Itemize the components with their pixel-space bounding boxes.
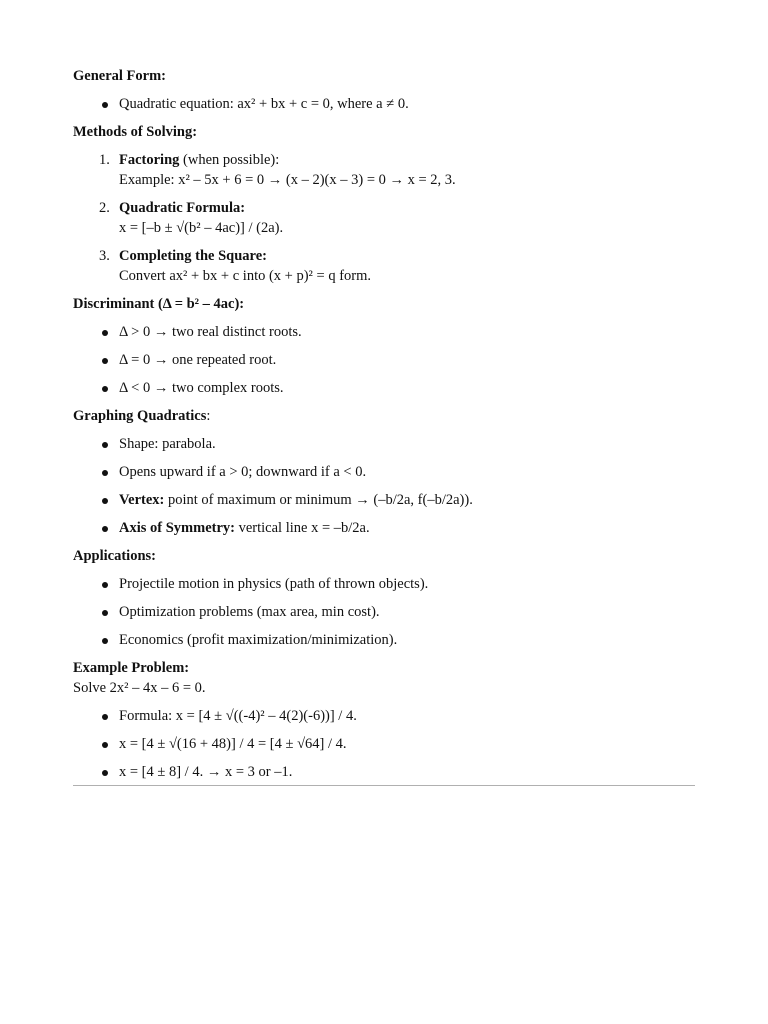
list-item: Δ < 0 → two complex roots. bbox=[73, 378, 695, 398]
methods-list bbox=[73, 150, 695, 286]
method-item-factoring bbox=[73, 150, 695, 190]
example-steps-list bbox=[73, 706, 695, 782]
section-heading-example: Example Problem: bbox=[73, 660, 190, 676]
list-number: 1. bbox=[99, 152, 110, 168]
list-item-axis-of-symmetry bbox=[73, 518, 695, 538]
list-item: x = [4 ± 8] / 4. → x = 3 or –1. bbox=[73, 762, 695, 782]
list-item: x = [4 ± √(16 + 48)] / 4 = [4 ± √64] / 4. bbox=[73, 734, 695, 754]
term-label: Vertex: bbox=[119, 492, 165, 508]
list-item: Opens upward if a > 0; downward if a < 0. bbox=[73, 462, 695, 482]
list-item: Projectile motion in physics (path of thrown objects). bbox=[73, 574, 695, 594]
list-item: Quadratic equation: ax² + bx + c = 0, where a ≠ 0. bbox=[73, 94, 695, 114]
method-detail: Convert ax² + bx + c into (x + p)² = q form. bbox=[119, 268, 372, 284]
list-number: 2. bbox=[99, 200, 110, 216]
method-title: Quadratic Formula: bbox=[119, 200, 246, 216]
list-item: Formula: x = [4 ± √((-4)² – 4(2)(-6))] / 4. bbox=[73, 706, 695, 726]
applications-list bbox=[73, 574, 695, 650]
method-item-completing-square bbox=[73, 246, 695, 286]
method-detail: Example: x² – 5x + 6 = 0 → (x – 2)(x – 3) = 0 → x = 2, 3. bbox=[119, 172, 456, 188]
list-number: 3. bbox=[99, 248, 110, 264]
method-title: Completing the Square: bbox=[119, 248, 267, 264]
section-heading-general-form: General Form: bbox=[73, 68, 167, 84]
list-item: Shape: parabola. bbox=[73, 434, 695, 454]
list-item-vertex bbox=[73, 490, 695, 510]
method-title-suffix: (when possible): bbox=[179, 152, 280, 168]
term-label: Axis of Symmetry: bbox=[119, 520, 235, 536]
section-heading-discriminant: Discriminant (Δ = b² – 4ac): bbox=[73, 296, 245, 312]
term-text: vertical line x = –b/2a. bbox=[234, 520, 370, 536]
list-item: Optimization problems (max area, min cost). bbox=[73, 602, 695, 622]
example-statement: Solve 2x² – 4x – 6 = 0. bbox=[73, 680, 206, 696]
document-body bbox=[73, 66, 695, 790]
section-heading-methods: Methods of Solving: bbox=[73, 124, 198, 140]
section-heading-graphing bbox=[73, 406, 695, 426]
method-title: Factoring bbox=[119, 152, 180, 168]
method-detail: x = [–b ± √(b² – 4ac)] / (2a). bbox=[119, 220, 284, 236]
graphing-heading-text: Graphing Quadratics bbox=[73, 408, 207, 424]
term-text: point of maximum or minimum → (–b/2a, f(–b/2a)). bbox=[164, 492, 473, 508]
graphing-list bbox=[73, 434, 695, 538]
list-item: Δ > 0 → two real distinct roots. bbox=[73, 322, 695, 342]
section-heading-applications: Applications: bbox=[73, 548, 156, 564]
list-item: Δ = 0 → one repeated root. bbox=[73, 350, 695, 370]
graphing-heading-colon: : bbox=[206, 408, 211, 424]
horizontal-divider bbox=[73, 785, 695, 786]
method-item-quadratic-formula bbox=[73, 198, 695, 238]
discriminant-list bbox=[73, 322, 695, 398]
list-item: Economics (profit maximization/minimization). bbox=[73, 630, 695, 650]
general-form-list bbox=[73, 94, 695, 114]
